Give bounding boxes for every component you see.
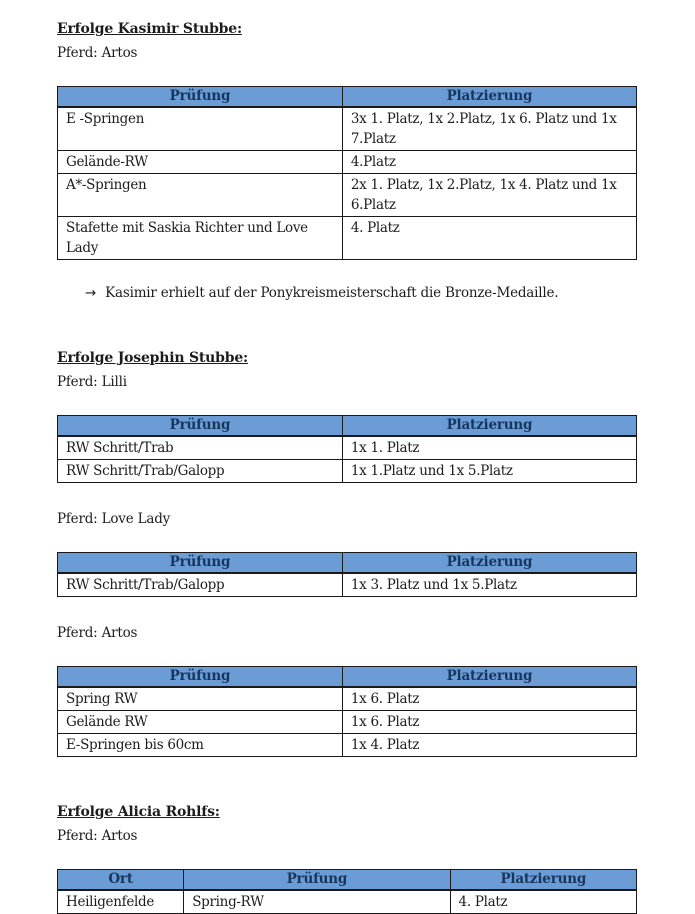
section-kasimir [57,20,637,303]
table-cell: 4. Platz [342,217,636,260]
table-cell: E -Springen [58,107,343,151]
results-table-artos-josephin [57,666,637,757]
column-header-pruefung: Prüfung [58,87,343,108]
table-row [58,217,637,260]
pferd-label-artos-2: Pferd: Artos [57,625,138,641]
pferd-label-artos-3: Pferd: Artos [57,828,138,844]
results-table-kasimir [57,86,637,260]
table-cell: Spring RW [58,687,343,711]
section-alicia [57,803,637,914]
table-cell: 1x 3. Platz und 1x 5.Platz [342,573,636,597]
table-row [58,107,637,151]
table-cell: 1x 1. Platz [342,436,636,460]
results-table-alicia [57,869,637,914]
results-table-lilli [57,415,637,483]
section-heading-alicia: Erfolge Alicia Rohlfs: [57,804,220,820]
table-row [58,687,637,711]
column-header-pruefung: Prüfung [58,553,343,574]
table-cell: Heiligenfelde [58,890,184,914]
table-cell: Gelände RW [58,711,343,734]
column-header-platzierung: Platzierung [342,667,636,688]
table-cell: A*-Springen [58,174,343,217]
table-row [58,573,637,597]
table-cell: 3x 1. Platz, 1x 2.Platz, 1x 6. Platz und 1x 7.Platz [342,107,636,151]
column-header-pruefung: Prüfung [58,667,343,688]
table-cell: Stafette mit Saskia Richter und Love Lady [58,217,343,260]
table-cell: E-Springen bis 60cm [58,734,343,757]
table-row [58,174,637,217]
results-table-love-lady [57,552,637,597]
table-cell: 1x 1.Platz und 1x 5.Platz [342,460,636,483]
table-header-row [58,416,637,437]
pferd-label-love-lady: Pferd: Love Lady [57,511,171,527]
column-header-ort: Ort [58,870,184,891]
table-header-row [58,87,637,108]
table-cell: 1x 6. Platz [342,711,636,734]
column-header-pruefung: Prüfung [58,416,343,437]
table-cell: 1x 4. Platz [342,734,636,757]
section-josephin [57,349,637,757]
table-cell: 1x 6. Platz [342,687,636,711]
pferd-label-artos: Pferd: Artos [57,45,138,61]
table-row [58,734,637,757]
column-header-platzierung: Platzierung [450,870,636,891]
section-heading-kasimir: Erfolge Kasimir Stubbe: [57,21,242,37]
table-cell: Gelände-RW [58,151,343,174]
table-cell: RW Schritt/Trab/Galopp [58,460,343,483]
table-row [58,711,637,734]
table-cell: 4.Platz [342,151,636,174]
table-cell: RW Schritt/Trab [58,436,343,460]
table-header-row [58,667,637,688]
column-header-pruefung: Prüfung [184,870,450,891]
medal-note-text: Kasimir erhielt auf der Ponykreismeisterschaft die Bronze-Medaille. [105,285,559,301]
table-header-row [58,553,637,574]
medal-note [57,284,637,303]
table-cell: RW Schritt/Trab/Galopp [58,573,343,597]
right-arrow-icon: → [85,285,97,301]
pferd-label-lilli: Pferd: Lilli [57,374,127,390]
section-heading-josephin: Erfolge Josephin Stubbe: [57,350,248,366]
column-header-platzierung: Platzierung [342,553,636,574]
column-header-platzierung: Platzierung [342,416,636,437]
table-row [58,436,637,460]
table-cell: Spring-RW [184,890,450,914]
table-cell: 2x 1. Platz, 1x 2.Platz, 1x 4. Platz und 1x 6.Platz [342,174,636,217]
table-row [58,890,637,914]
table-row [58,151,637,174]
table-header-row [58,870,637,891]
table-cell: 4. Platz [450,890,636,914]
table-row [58,460,637,483]
column-header-platzierung: Platzierung [342,87,636,108]
